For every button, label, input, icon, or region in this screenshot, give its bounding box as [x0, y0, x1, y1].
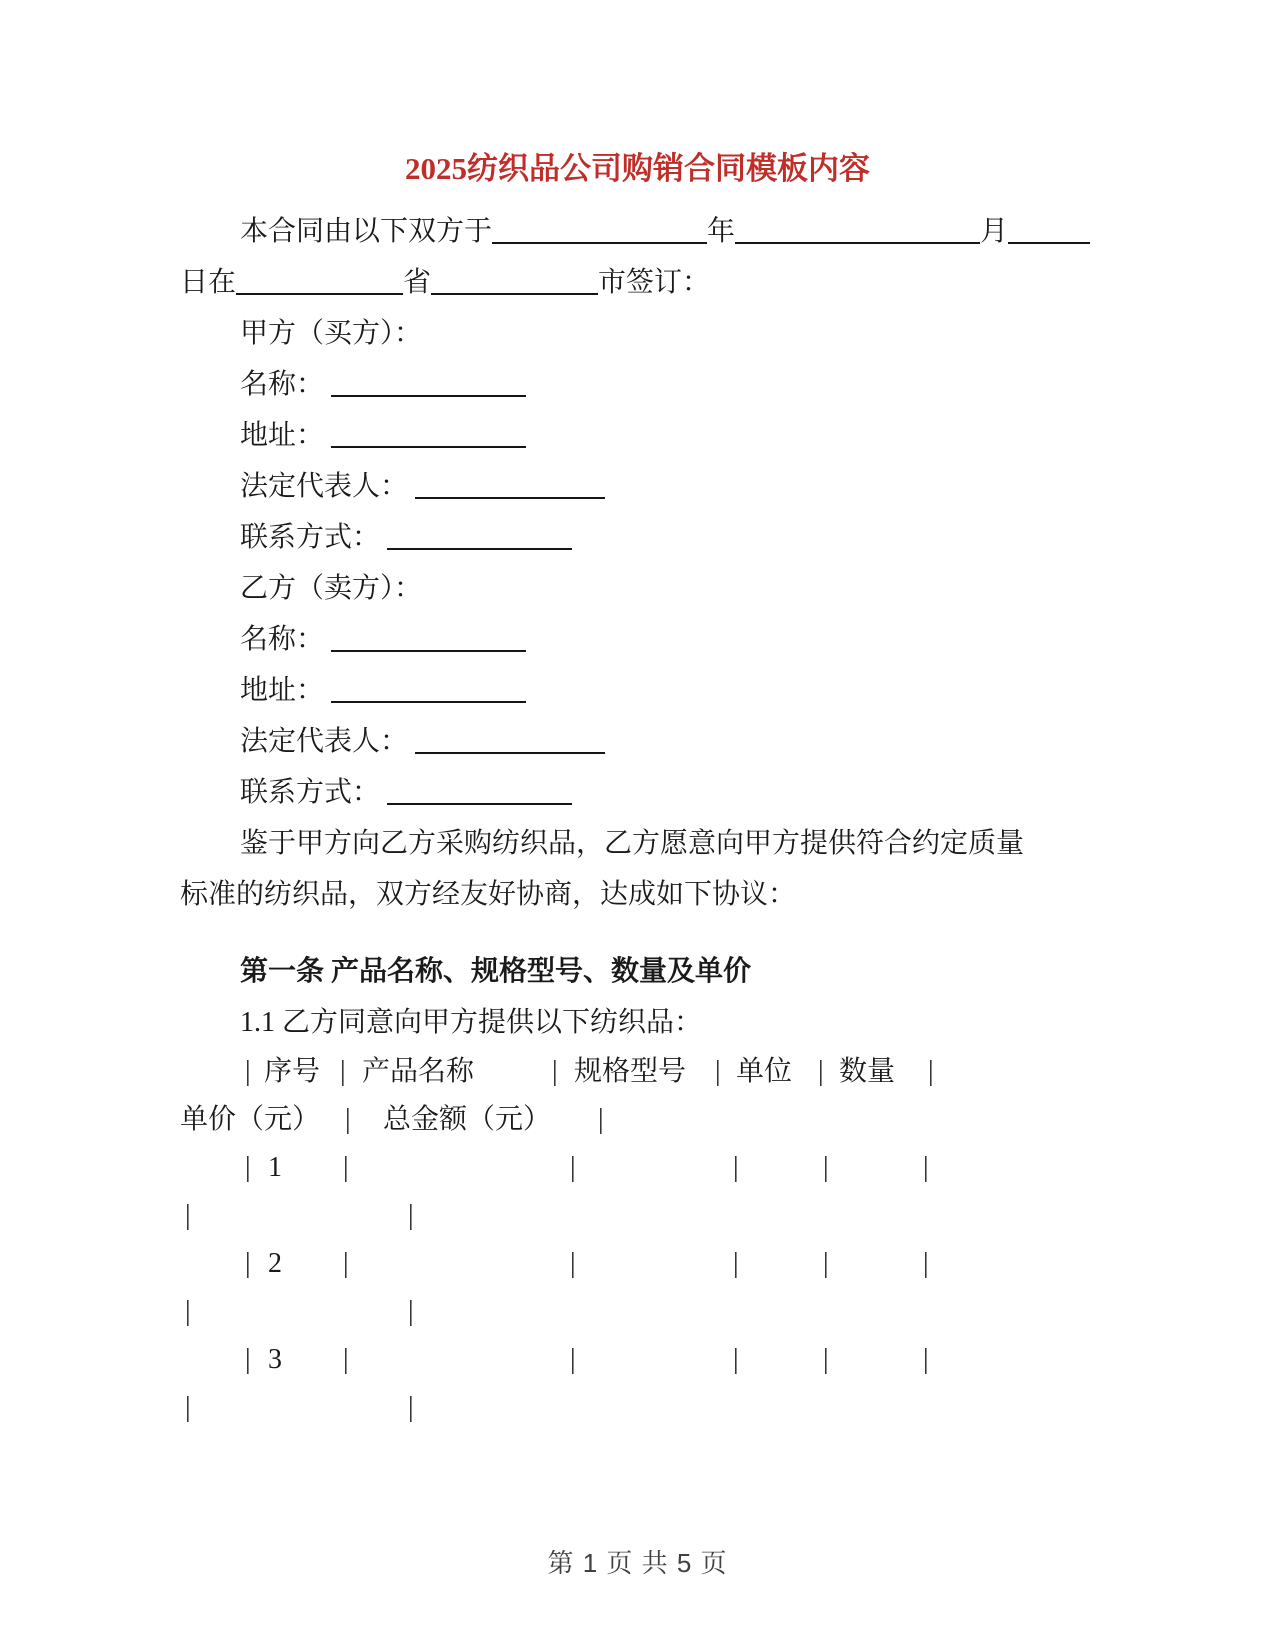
table-row-line-a: [180, 1336, 1095, 1384]
table-separator: |: [408, 1200, 414, 1231]
table-separator: |: [343, 1344, 349, 1375]
table-separator: |: [733, 1344, 739, 1375]
table-header-cell: 规格型号: [574, 1056, 687, 1087]
party-a-contact-blank: [387, 548, 572, 550]
table-row-number: 3: [268, 1344, 282, 1375]
party-b-name-label: 名称：: [240, 624, 325, 655]
table-separator: |: [185, 1296, 191, 1327]
party-b-contact-blank: [387, 803, 572, 805]
party-b-name-blank: [331, 650, 526, 652]
intro-line1-prefix: 本合同由以下双方于: [240, 216, 493, 247]
table-separator: |: [343, 1152, 349, 1183]
table-header-cell: 数量: [839, 1056, 896, 1087]
table-separator: |: [923, 1152, 929, 1183]
party-a-name-field: [180, 359, 1095, 410]
table-header-cell: 单位: [736, 1056, 793, 1087]
table-separator: |: [570, 1152, 576, 1183]
party-b-name-field: [180, 614, 1095, 665]
recital-line-1: 鉴于甲方向乙方采购纺织品，乙方愿意向甲方提供符合约定质量: [240, 828, 1025, 859]
table-separator: |: [823, 1344, 829, 1375]
year-blank: [492, 242, 707, 244]
table-separator: |: [598, 1104, 604, 1135]
table-header-cell: 序号: [264, 1056, 321, 1087]
party-b-legal-rep-label: 法定代表人：: [240, 726, 409, 757]
party-a-legal-rep-blank: [415, 497, 605, 499]
table-row-line-b: [180, 1288, 1095, 1336]
article-1-heading: 第一条 产品名称、规格型号、数量及单价: [240, 956, 752, 987]
table-separator: |: [245, 1152, 251, 1183]
product-table: [180, 1048, 1095, 1432]
table-separator: |: [923, 1248, 929, 1279]
table-separator: |: [185, 1392, 191, 1423]
intro-line-2: [180, 257, 1095, 308]
party-a-address-blank: [331, 446, 526, 448]
clause-1-1: 1.1 乙方同意向甲方提供以下纺织品：: [240, 1007, 703, 1038]
party-a-name-blank: [331, 395, 526, 397]
table-separator: |: [733, 1152, 739, 1183]
table-separator: |: [552, 1056, 558, 1087]
party-a-contact-label: 联系方式：: [240, 522, 381, 553]
intro-line2-suffix: 市签订：: [598, 267, 711, 298]
table-separator: |: [733, 1248, 739, 1279]
party-b-address-label: 地址：: [240, 675, 325, 706]
city-blank: [431, 293, 598, 295]
table-separator: |: [823, 1152, 829, 1183]
table-header-line-2: [180, 1096, 1095, 1144]
province-blank: [236, 293, 403, 295]
party-a-contact-field: [180, 512, 1095, 563]
table-separator: |: [245, 1056, 251, 1087]
document-body: [180, 206, 1095, 1432]
party-b-address-field: [180, 665, 1095, 716]
document-content: [180, 0, 1095, 1432]
table-row-line-a: [180, 1144, 1095, 1192]
table-row-number: 2: [268, 1248, 282, 1279]
table-separator: |: [818, 1056, 824, 1087]
party-a-address-label: 地址：: [240, 420, 325, 451]
table-separator: |: [185, 1200, 191, 1231]
table-separator: |: [340, 1056, 346, 1087]
party-a-name-label: 名称：: [240, 369, 325, 400]
table-separator: |: [928, 1056, 934, 1087]
intro-line2-prefix: 日在: [180, 267, 237, 298]
party-b-address-blank: [331, 701, 526, 703]
table-header-cell: 总金额（元）: [383, 1104, 552, 1135]
table-separator: |: [408, 1392, 414, 1423]
table-separator: |: [715, 1056, 721, 1087]
table-row-line-b: [180, 1192, 1095, 1240]
table-separator: |: [245, 1248, 251, 1279]
page-footer: 第 1 页 共 5 页: [547, 1548, 728, 1578]
table-header-line-1: [180, 1048, 1095, 1096]
province-label: 省: [403, 267, 432, 298]
table-row-line-b: [180, 1384, 1095, 1432]
party-b-contact-label: 联系方式：: [240, 777, 381, 808]
party-b-heading: 乙方（卖方）：: [240, 573, 423, 604]
party-a-address-field: [180, 410, 1095, 461]
party-a-legal-rep-label: 法定代表人：: [240, 471, 409, 502]
party-b-contact-field: [180, 767, 1095, 818]
table-row-line-a: [180, 1240, 1095, 1288]
table-separator: |: [343, 1248, 349, 1279]
party-b-legal-rep-blank: [415, 752, 605, 754]
day-blank: [1008, 242, 1090, 244]
party-a-legal-rep-field: [180, 461, 1095, 512]
recital-line-2: 标准的纺织品，双方经友好协商，达成如下协议：: [180, 879, 797, 910]
intro-line-1: [180, 206, 1095, 257]
table-row-number: 1: [268, 1152, 282, 1183]
table-separator: |: [245, 1344, 251, 1375]
table-separator: |: [570, 1344, 576, 1375]
table-separator: |: [345, 1104, 351, 1135]
table-header-cell: 单价（元）: [180, 1104, 321, 1135]
table-separator: |: [408, 1296, 414, 1327]
table-separator: |: [923, 1344, 929, 1375]
document-title: 2025纺织品公司购销合同模板内容: [405, 151, 870, 186]
party-b-legal-rep-field: [180, 716, 1095, 767]
party-a-heading: 甲方（买方）：: [240, 318, 423, 349]
year-label: 年: [707, 216, 736, 247]
month-label: 月: [980, 216, 1009, 247]
table-separator: |: [823, 1248, 829, 1279]
table-header-cell: 产品名称: [362, 1056, 475, 1087]
table-separator: |: [570, 1248, 576, 1279]
month-blank: [735, 242, 980, 244]
